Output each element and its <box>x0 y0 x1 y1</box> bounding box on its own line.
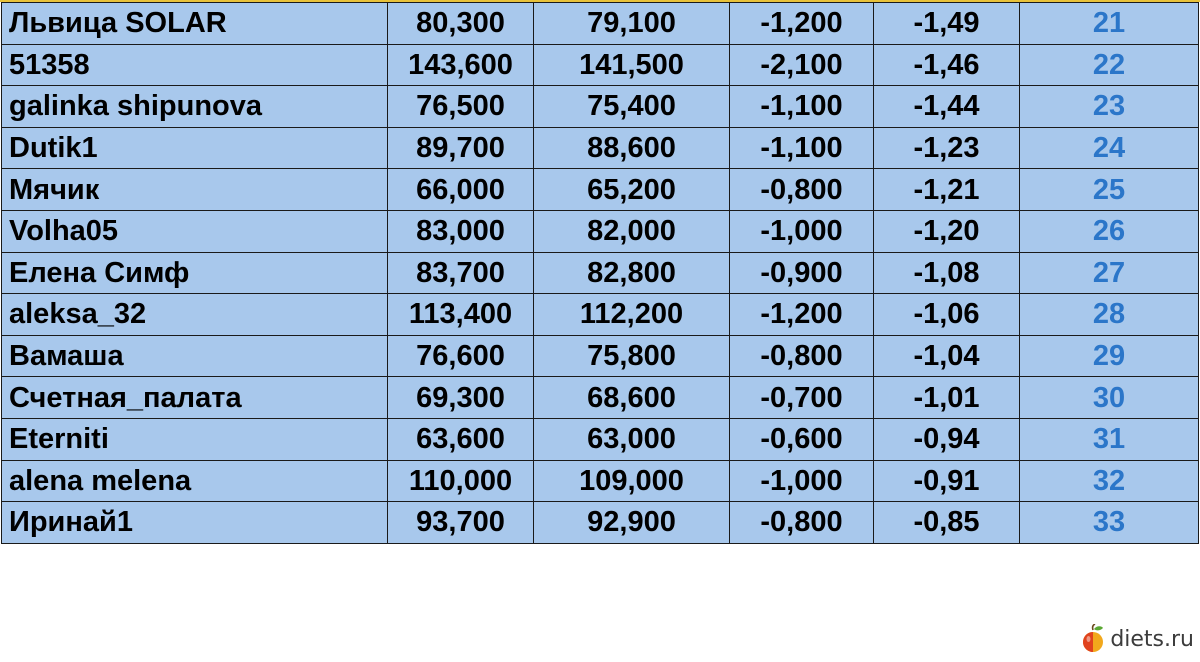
rank-number: 27 <box>1020 252 1199 294</box>
start-weight: 76,600 <box>388 335 534 377</box>
table-row <box>2 44 1199 86</box>
table-row <box>2 418 1199 460</box>
participant-name: galinka shipunova <box>2 86 388 128</box>
start-weight: 69,300 <box>388 377 534 419</box>
apple-icon <box>1080 624 1106 654</box>
participant-name: aleksa_32 <box>2 294 388 336</box>
rank-number: 31 <box>1020 418 1199 460</box>
percent-change: -1,46 <box>874 44 1020 86</box>
participant-name: Счетная_палата <box>2 377 388 419</box>
current-weight: 112,200 <box>534 294 730 336</box>
start-weight: 83,700 <box>388 252 534 294</box>
rank-number: 33 <box>1020 502 1199 544</box>
percent-change: -0,94 <box>874 418 1020 460</box>
start-weight: 113,400 <box>388 294 534 336</box>
percent-change: -1,21 <box>874 169 1020 211</box>
table-row <box>2 252 1199 294</box>
weight-difference: -1,000 <box>730 460 874 502</box>
weight-difference: -0,800 <box>730 169 874 211</box>
start-weight: 63,600 <box>388 418 534 460</box>
current-weight: 75,400 <box>534 86 730 128</box>
weight-difference: -1,100 <box>730 86 874 128</box>
start-weight: 76,500 <box>388 86 534 128</box>
percent-change: -1,20 <box>874 210 1020 252</box>
rank-number: 22 <box>1020 44 1199 86</box>
table-row <box>2 127 1199 169</box>
current-weight: 109,000 <box>534 460 730 502</box>
results-table-body <box>2 3 1199 544</box>
participant-name: Иринай1 <box>2 502 388 544</box>
weight-difference: -0,800 <box>730 335 874 377</box>
participant-name: Львица SOLAR <box>2 3 388 45</box>
current-weight: 92,900 <box>534 502 730 544</box>
table-row <box>2 460 1199 502</box>
table-row <box>2 335 1199 377</box>
participant-name: Volha05 <box>2 210 388 252</box>
rank-number: 32 <box>1020 460 1199 502</box>
percent-change: -1,06 <box>874 294 1020 336</box>
rank-number: 23 <box>1020 86 1199 128</box>
weight-difference: -0,700 <box>730 377 874 419</box>
start-weight: 89,700 <box>388 127 534 169</box>
table-row <box>2 86 1199 128</box>
current-weight: 82,000 <box>534 210 730 252</box>
current-weight: 68,600 <box>534 377 730 419</box>
participant-name: Елена Симф <box>2 252 388 294</box>
rank-number: 30 <box>1020 377 1199 419</box>
start-weight: 93,700 <box>388 502 534 544</box>
weight-difference: -1,200 <box>730 3 874 45</box>
current-weight: 63,000 <box>534 418 730 460</box>
participant-name: Вамаша <box>2 335 388 377</box>
percent-change: -0,85 <box>874 502 1020 544</box>
rank-number: 25 <box>1020 169 1199 211</box>
diets-ru-watermark <box>1080 624 1194 654</box>
start-weight: 66,000 <box>388 169 534 211</box>
participant-name: Мячик <box>2 169 388 211</box>
percent-change: -0,91 <box>874 460 1020 502</box>
table-row <box>2 169 1199 211</box>
weight-difference: -1,000 <box>730 210 874 252</box>
current-weight: 75,800 <box>534 335 730 377</box>
percent-change: -1,08 <box>874 252 1020 294</box>
start-weight: 83,000 <box>388 210 534 252</box>
table-row <box>2 377 1199 419</box>
weight-difference: -1,200 <box>730 294 874 336</box>
rank-number: 26 <box>1020 210 1199 252</box>
table-row <box>2 210 1199 252</box>
participant-name: alena melena <box>2 460 388 502</box>
weight-difference: -2,100 <box>730 44 874 86</box>
start-weight: 143,600 <box>388 44 534 86</box>
rank-number: 28 <box>1020 294 1199 336</box>
current-weight: 82,800 <box>534 252 730 294</box>
rank-number: 21 <box>1020 3 1199 45</box>
results-table <box>1 2 1199 544</box>
participant-name: Dutik1 <box>2 127 388 169</box>
percent-change: -1,49 <box>874 3 1020 45</box>
table-row <box>2 3 1199 45</box>
current-weight: 141,500 <box>534 44 730 86</box>
start-weight: 80,300 <box>388 3 534 45</box>
percent-change: -1,23 <box>874 127 1020 169</box>
current-weight: 65,200 <box>534 169 730 211</box>
percent-change: -1,04 <box>874 335 1020 377</box>
table-row <box>2 502 1199 544</box>
current-weight: 88,600 <box>534 127 730 169</box>
table-row <box>2 294 1199 336</box>
rank-number: 24 <box>1020 127 1199 169</box>
weight-difference: -0,900 <box>730 252 874 294</box>
percent-change: -1,44 <box>874 86 1020 128</box>
participant-name: 51358 <box>2 44 388 86</box>
weight-difference: -0,800 <box>730 502 874 544</box>
watermark-text: diets.ru <box>1110 626 1194 652</box>
weight-difference: -0,600 <box>730 418 874 460</box>
percent-change: -1,01 <box>874 377 1020 419</box>
current-weight: 79,100 <box>534 3 730 45</box>
rank-number: 29 <box>1020 335 1199 377</box>
participant-name: Eterniti <box>2 418 388 460</box>
start-weight: 110,000 <box>388 460 534 502</box>
weight-difference: -1,100 <box>730 127 874 169</box>
